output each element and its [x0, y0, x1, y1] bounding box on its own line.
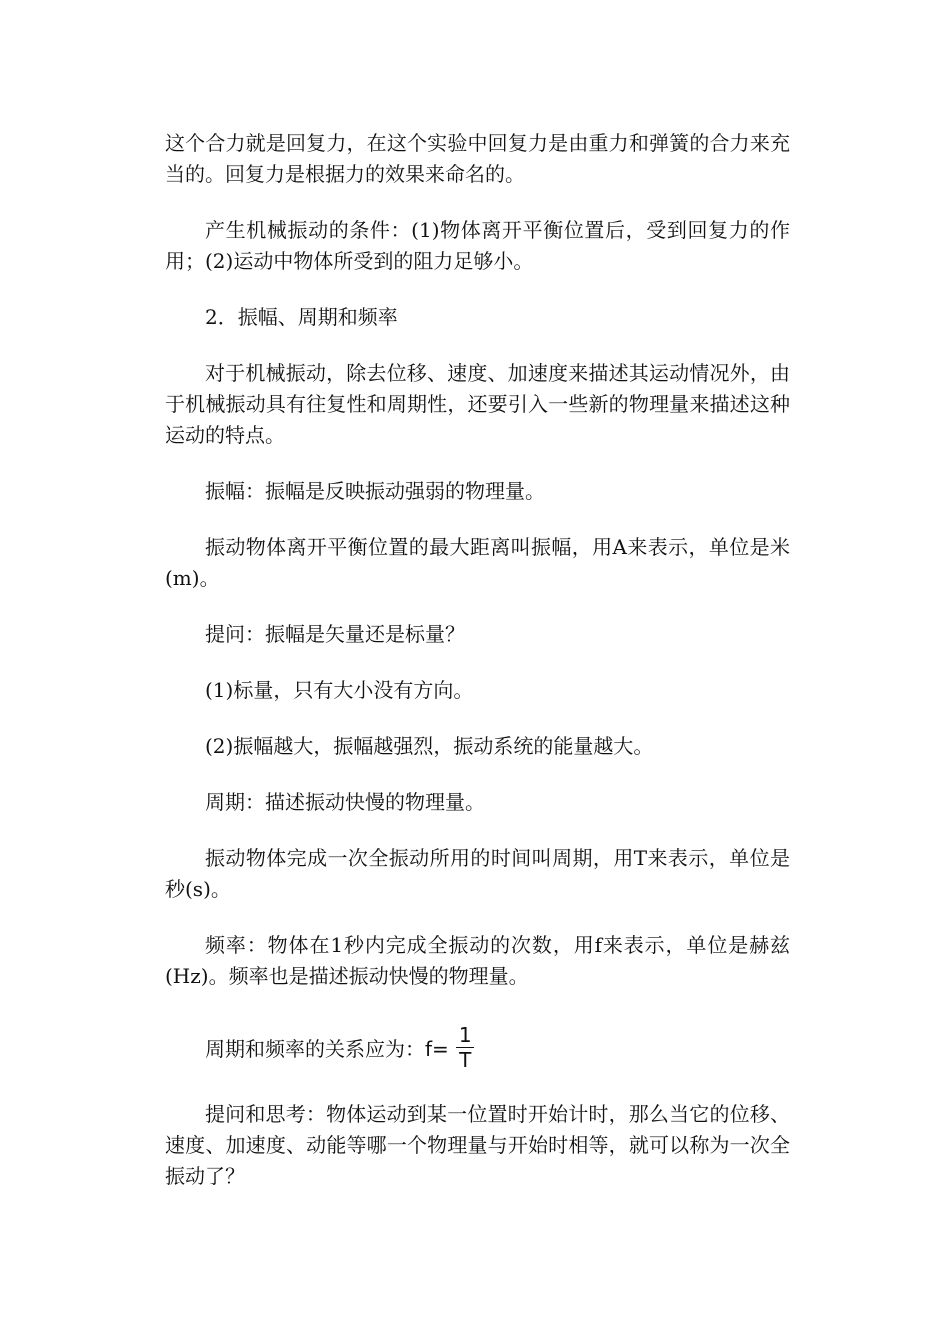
paragraph-intro: 对于机械振动，除去位移、速度、加速度来描述其运动情况外，由于机械振动具有往复性和周期性，还要引入一些新的物理量来描述这种运动的特点。 — [165, 361, 790, 447]
paragraph-answer-1: (1)标量，只有大小没有方向。 — [205, 678, 474, 702]
paragraph-answer-2: (2)振幅越大，振幅越强烈，振动系统的能量越大。 — [205, 734, 654, 758]
document-page — [165, 128, 790, 1217]
paragraph-question: 提问：振幅是矢量还是标量？ — [205, 622, 465, 646]
formula-numerator: 1 — [458, 1022, 472, 1047]
formula-label: 周期和频率的关系应为：f= — [205, 1036, 449, 1061]
paragraph-amplitude-detail: 振动物体离开平衡位置的最大距离叫振幅，用A来表示，单位是米(m)。 — [165, 535, 790, 590]
paragraph-period-def: 周期：描述振动快慢的物理量。 — [205, 790, 485, 814]
paragraph-restoring-force: 这个合力就是回复力，在这个实验中回复力是由重力和弹簧的合力来充当的。回复力是根据力的效果来命名的。 — [165, 131, 790, 186]
formula-fraction — [455, 1023, 476, 1072]
formula-denominator: T — [459, 1047, 472, 1072]
paragraph-vibration-conditions: 产生机械振动的条件：(1)物体离开平衡位置后，受到回复力的作用；(2)运动中物体所受到的阻力足够小。 — [165, 218, 790, 273]
formula-period-frequency — [205, 1017, 790, 1077]
paragraph-frequency: 频率：物体在1秒内完成全振动的次数，用f来表示，单位是赫兹(Hz)。频率也是描述振动快慢的物理量。 — [165, 933, 790, 988]
paragraph-amplitude-def: 振幅：振幅是反映振动强弱的物理量。 — [205, 479, 545, 503]
paragraph-period-detail: 振动物体完成一次全振动所用的时间叫周期，用T来表示，单位是秒(s)。 — [165, 846, 790, 901]
section-heading: 2．振幅、周期和频率 — [205, 305, 398, 329]
paragraph-final-question: 提问和思考：物体运动到某一位置时开始计时，那么当它的位移、速度、加速度、动能等哪一个物理量与开始时相等，就可以称为一次全振动了？ — [165, 1102, 790, 1188]
